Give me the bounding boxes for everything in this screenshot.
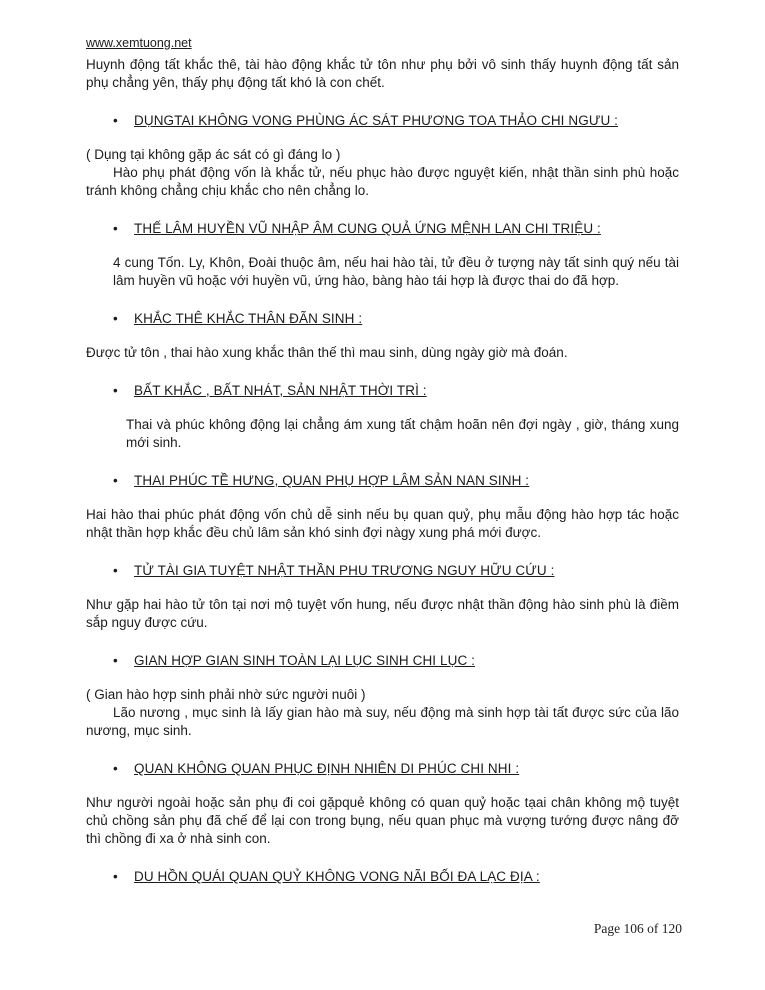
bullet-icon: • (113, 653, 118, 668)
bullet-icon: • (113, 869, 118, 884)
paragraph: Hào phụ phát động vốn là khắc tử, nếu phục hào được nguyệt kiến, nhật thần sinh phù hoặc tránh không chẳng chịu khắc cho nên chẳng lo. (86, 165, 679, 198)
section-heading (113, 112, 679, 130)
section-heading-text: DU HỒN QUÁI QUAN QUỶ KHÔNG VONG NÃI BỐI ĐA LẠC ĐỊA : (134, 869, 540, 884)
paragraph: Như gặp hai hào tử tôn tại nơi mộ tuyệt vốn hung, nếu được nhật thần động hào sinh phù là điềm sắp nguy được cứu. (86, 597, 679, 630)
section-heading (113, 760, 679, 778)
site-url-link[interactable]: www.xemtuong.net (86, 36, 192, 50)
paragraph: Hai hào thai phúc phát động vốn chủ dễ sinh nếu bụ quan quỷ, phụ mẫu động hào hợp tác hoặc nhật thần hợp khắc đều chủ lâm sản khó sinh đợi nàgy xung phá mới được. (86, 507, 679, 540)
bullet-icon: • (113, 473, 118, 488)
section-heading (113, 562, 679, 580)
bullet-icon: • (113, 761, 118, 776)
section-heading-text: GIAN HỢP GIAN SINH TOÀN LẠI LỤC SINH CHI LỤC : (134, 653, 475, 668)
section-heading-text: KHẮC THÊ KHẮC THÂN ĐÃN SINH : (134, 311, 363, 326)
paragraph: Như người ngoài hoặc sản phụ đi coi gặpquẻ không có quan quỷ hoặc tạai chân không mộ tuyệt chủ chồng sản phụ đã chế để lại con trong bụng, nếu quan phục mà vượng tướng được nâng đỡ thì chồng đi xa ở nhà sinh con. (86, 795, 679, 846)
bullet-icon: • (113, 221, 118, 236)
bullet-icon: • (113, 563, 118, 578)
section-heading (113, 652, 679, 670)
paragraph: 4 cung Tốn. Ly, Khôn, Đoài thuộc âm, nếu hai hào tài, tử đều ở tượng này tất sinh quý nếu tài lâm huyền vũ hoặc với huyền vũ, ứng hào, bàng hào tái hợp là được thai do đã hợp. (113, 255, 679, 288)
paragraph: Thai và phúc không động lại chẳng ám xung tất chậm hoãn nên đợi ngày , giờ, tháng xung mới sinh. (126, 417, 679, 450)
note-line: ( Gian hào hợp sinh phải nhờ sức người nuôi ) (86, 687, 366, 702)
page-number: Page 106 of 120 (593, 921, 682, 936)
bullet-icon: • (113, 113, 118, 128)
bullet-icon: • (113, 311, 118, 326)
paragraph: Lão nương , mục sinh là lấy gian hào mà suy, nếu động mà sinh hợp tài tất được sức của lão nương, mục sinh. (86, 705, 679, 738)
section-heading (113, 382, 679, 400)
section-heading-text: QUAN KHÔNG QUAN PHỤC ĐỊNH NHIÊN DI PHÚC CHI NHI : (134, 761, 520, 776)
section-heading-text: BẤT KHẮC , BẤT NHÁT, SẢN NHẬT THỜI TRÌ : (134, 383, 427, 398)
section-heading (113, 868, 679, 886)
section-heading (113, 220, 679, 238)
bullet-icon: • (113, 383, 118, 398)
section-heading (113, 310, 679, 328)
section-heading-text: THAI PHÚC TỀ HƯNG, QUAN PHỤ HỢP LÂM SẢN NAN SINH : (134, 473, 530, 488)
paragraph: Được tử tôn , thai hào xung khắc thân thế thì mau sinh, dùng ngày giờ mà đoán. (86, 345, 568, 360)
note-line: ( Dụng tại không gặp ác sát có gì đáng lo ) (86, 147, 341, 162)
section-heading-text: THẾ LÂM HUYỀN VŨ NHẬP ÂM CUNG QUẢ ỨNG MỆNH LAN CHI TRIỆU : (134, 221, 601, 236)
paragraph: Huynh động tất khắc thê, tài hào động khắc tử tôn như phụ bởi vô sinh thấy huynh động tất sản phụ chẳng yên, thấy phụ động tất khó là con chết. (86, 57, 679, 90)
section-heading-text: TỬ TÀI GIA TUYỆT NHẬT THẦN PHU TRƯƠNG NGUY HỮU CỨU : (134, 563, 555, 578)
section-heading-text: DỤNGTAI KHÔNG VONG PHÙNG ÁC SÁT PHƯƠNG TOA THẢO CHI NGƯU : (134, 113, 618, 128)
section-heading (113, 472, 679, 490)
